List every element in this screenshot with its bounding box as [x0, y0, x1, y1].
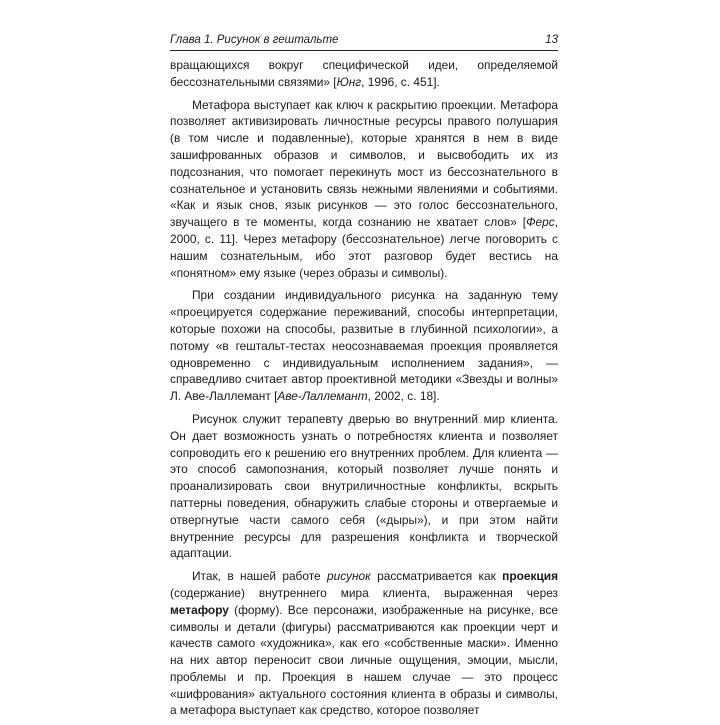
p2-text-c: , 2000, с. 11]. Через метафору (бессознательное) легче поговорить с нашим сознательным, ибо этот разговор будет вестись на «понятном» ему языке (через образы и символы).	[170, 215, 558, 280]
p1-citation-author: Юнг	[336, 74, 362, 89]
p3-citation-author: Аве-Лаллемант	[277, 389, 368, 404]
p2-text-a: Метафора выступает как ключ к раскрытию проекции. Метафора позволяет активизировать личностные ресурсы правого полушария (в том числе и подавленные), которые хранятся в нем в виде зашифрованных образов и символов, и высвободить их из подсознания, что помогает перекинуть мост из бессознательного в сознательное и установить связь нежными явлениями и событиями. «Как и язык снов, язык рисунков — это голос бессознательного, звучащего в те моменты, когда сознанию не хватает слов» [	[170, 97, 558, 230]
paragraph-3	[170, 287, 558, 405]
paragraph-4	[170, 411, 558, 562]
p1-text-a: вращающихся вокруг специфической идеи, определяемой бессознательными связями» [	[170, 58, 558, 89]
chapter-title: Глава 1. Рисунок в гештальте	[170, 34, 339, 46]
p2-citation-author: Ферс	[526, 215, 555, 230]
p5-term-drawing: рисунок	[327, 569, 371, 584]
p5-term-metaphor: метафору	[170, 602, 229, 617]
running-header	[170, 28, 558, 51]
paragraph-1	[170, 57, 558, 91]
p1-text-c: , 1996, с. 451].	[361, 74, 440, 89]
page-number: 13	[545, 34, 558, 46]
p5-term-projection: проекция	[502, 569, 559, 584]
p5-text-g: (форму). Все персонажи, изображенные на рисунке, все символы и детали (фигуры) рассматриваются как проекции черт и качеств самого «художника», как его «собственные маски». Именно на них автор переносит свои личные ощущения, эмоции, мысли, проблемы и пр. Проекция в нашем случае — это процесс «шифрования» актуального состояния клиента в образы и символы, а метафора выступает как средство, которое позволяет	[170, 602, 558, 718]
p5-text-a: Итак, в нашей работе	[192, 569, 327, 584]
paragraph-2	[170, 97, 558, 282]
p5-text-c: рассматривается как	[370, 569, 503, 584]
page-body	[170, 57, 558, 719]
paragraph-5	[170, 568, 558, 719]
p4-text-a: Рисунок служит терапевту дверью во внутренний мир клиента. Он дает возможность узнать о потребностях клиента и позволяет сопроводить его к решению его внутренних проблем. Для клиента — это способ самопознания, который позволяет лучше понять и проанализировать свои внутриличностные конфликты, вскрыть паттерны поведения, обнаружить слабые стороны и отвергаемые и отвергнутые части самого себя («дыры»), и при этом найти внутренние ресурсы для разрешения конфликта и творческой адаптации.	[170, 411, 558, 561]
p3-text-a: При создании индивидуального рисунка на заданную тему «проецируется содержание переживаний, способы интерпретации, которые похожи на способы, развитые в глубинной психологии», а потому «в гештальт-тестах неосознаваемая проекция проявляется одновременно с индивидуальным исполнением задания», — справедливо считает автор проективной методики «Звезды и волны» Л. Аве-Лаллемант [	[170, 288, 558, 404]
p5-text-e: (содержание) внутреннего мира клиента, выраженная через	[170, 585, 558, 600]
book-page	[170, 28, 558, 725]
p3-text-c: , 2002, с. 18].	[367, 389, 440, 404]
